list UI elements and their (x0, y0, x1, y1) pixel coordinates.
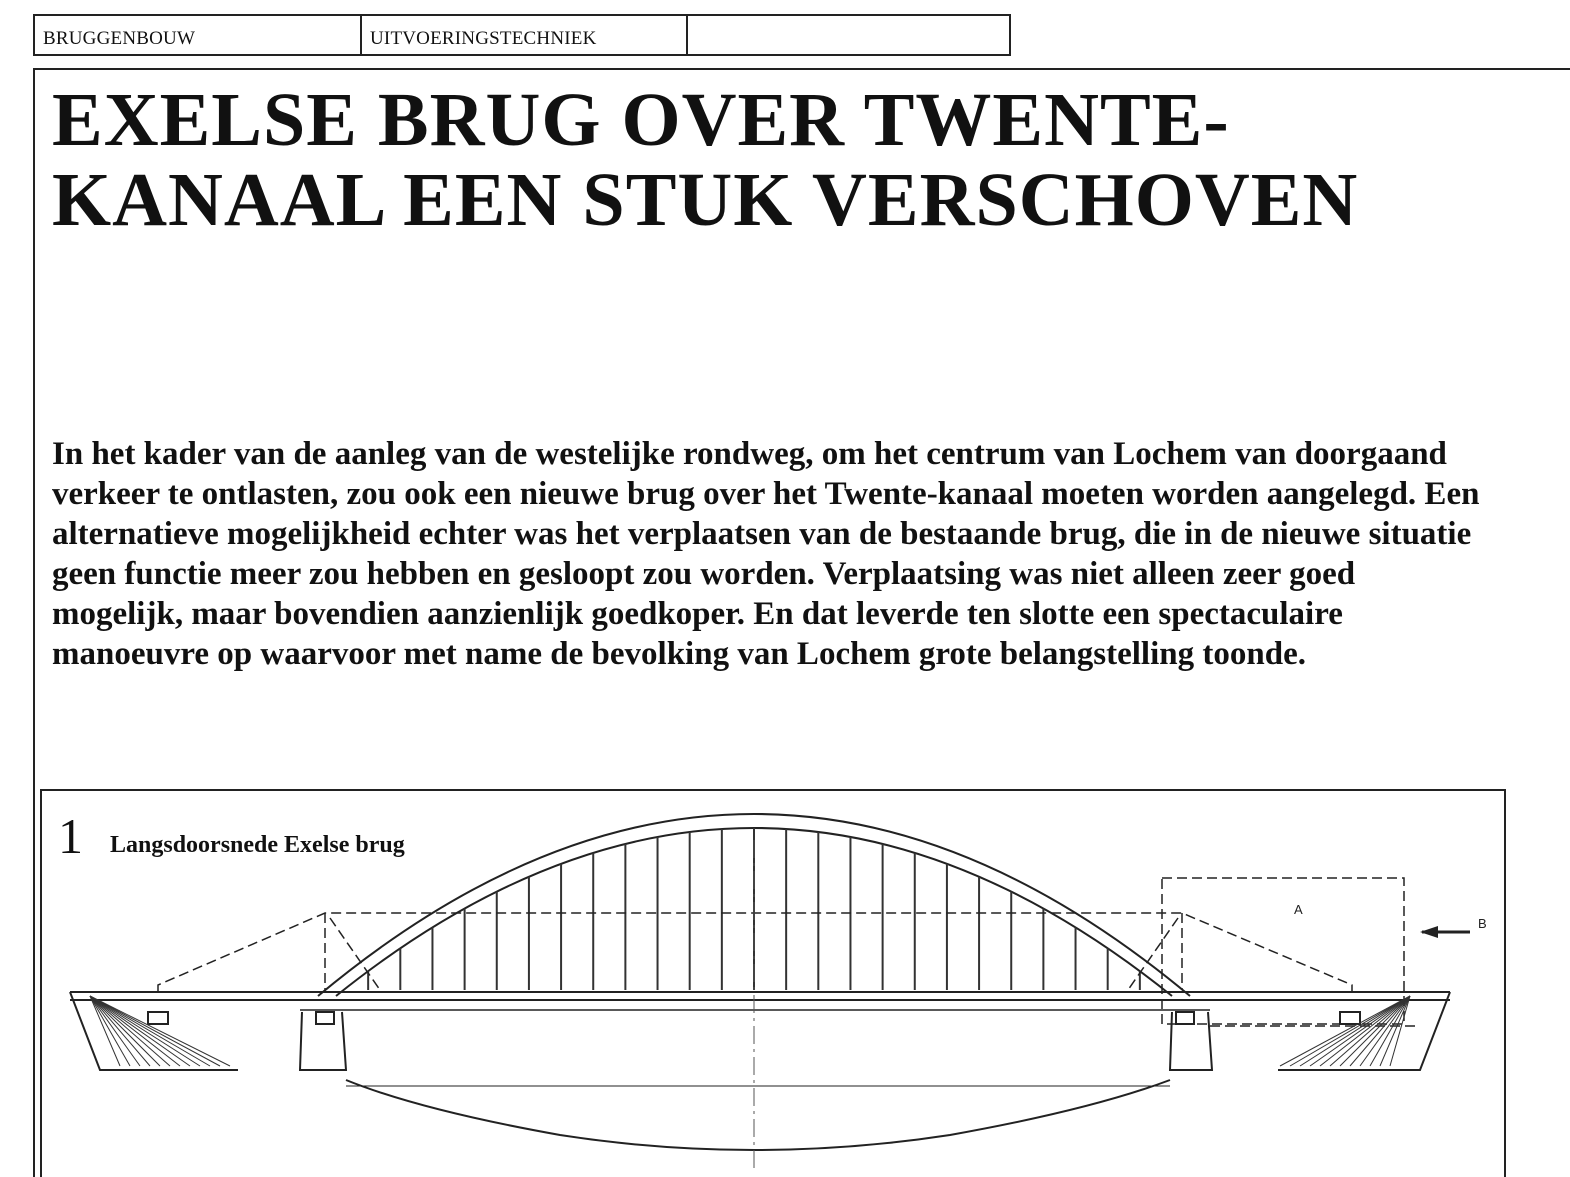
arrow-b-head (1420, 926, 1438, 938)
hatch-line (1330, 996, 1410, 1066)
label-b: B (1478, 916, 1487, 931)
detail-box-a (1162, 878, 1404, 1024)
canal-bed (346, 1080, 1170, 1150)
hatch-line (90, 996, 150, 1066)
tab-uitvoeringstechniek: UITVOERINGSTECHNIEK (362, 16, 688, 54)
pier-left (300, 1012, 346, 1070)
bearing-right (1340, 1012, 1360, 1024)
figure-caption: Langsdoorsnede Exelse brug (110, 832, 405, 858)
label-a: A (1294, 902, 1303, 917)
bearing-left (148, 1012, 168, 1024)
hatch-line (90, 996, 200, 1066)
erection-stays (158, 878, 1420, 1026)
tab-bruggenbouw: BRUGGENBOUW (35, 16, 362, 54)
hatch-line (1350, 996, 1410, 1066)
article-title: EXELSE BRUG OVER TWENTE-KANAAL EEN STUK VERSCHOVEN (52, 78, 1359, 242)
hatch-line (90, 996, 230, 1066)
hatch-line (90, 996, 180, 1066)
article-intro: In het kader van de aanleg van de westelijke rondweg, om het centrum van Lochem van doorgaand verkeer te ontlasten, zou ook een nieuwe brug over het Twente-kanaal moeten worden aangelegd. Een alternatieve mogelijkheid echter was het verplaatsen van de bestaande brug, die in de nieuwe situatie geen functie meer zou hebben en gesloopt zou worden. Verplaatsing was niet alleen zeer goed mogelijk, maar bovendien aanzienlijk goedkoper. En dat leverde ten slotte een spectaculaire manoeuvre op waarvoor met name de bevolking van Lochem grote belangstelling toonde. (52, 436, 1480, 672)
hatch-line (1320, 996, 1410, 1066)
hatch-line (90, 996, 170, 1066)
figure-number: 1 (58, 808, 83, 864)
